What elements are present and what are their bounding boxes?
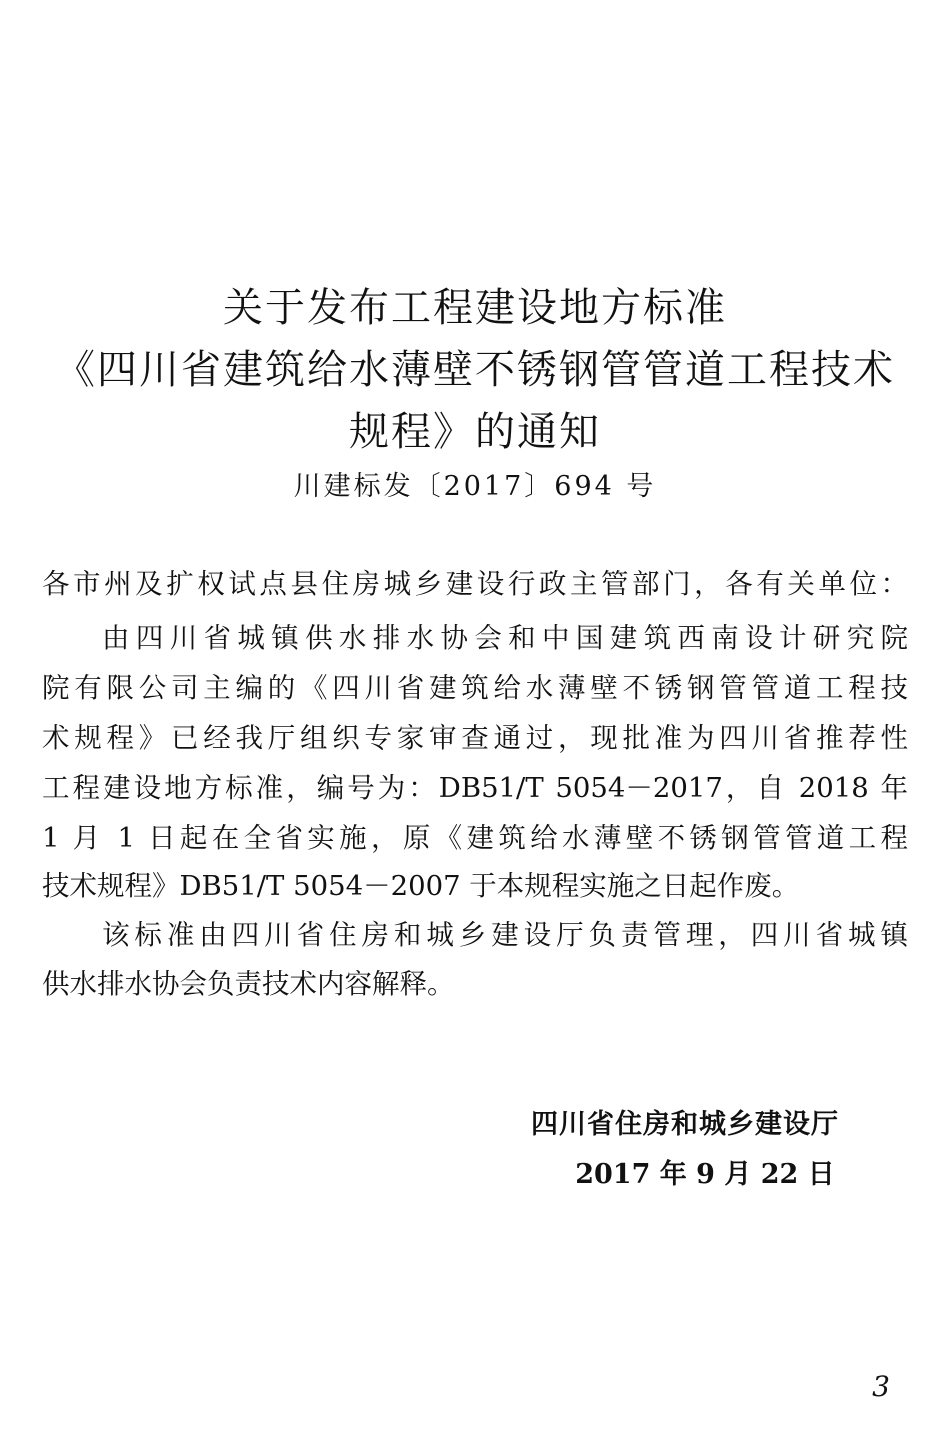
- salutation: 各市州及扩权试点县住房城乡建设行政主管部门，各有关单位：: [42, 568, 908, 600]
- paragraph-1-line: 由四川省城镇供水排水协会和中国建筑西南设计研究院: [102, 622, 908, 654]
- notice-title-line-2: 《四川省建筑给水薄壁不锈钢管管道工程技术: [55, 347, 895, 393]
- notice-title-line-1: 关于发布工程建设地方标准: [223, 285, 727, 331]
- issuer-signature: 四川省住房和城乡建设厅: [531, 1109, 839, 1140]
- paragraph-1-line: 1 月 1 日起在全省实施，原《建筑给水薄壁不锈钢管管道工程: [42, 822, 908, 854]
- paragraph-1-line: 院有限公司主编的《四川省建筑给水薄壁不锈钢管管道工程技: [42, 672, 908, 704]
- page-number: 3: [872, 1370, 890, 1403]
- document-number: 川建标发〔2017〕694 号: [293, 471, 657, 502]
- paragraph-1-line: 术规程》已经我厅组织专家审查通过，现批准为四川省推荐性: [42, 722, 908, 754]
- paragraph-2-line: 该标准由四川省住房和城乡建设厅负责管理，四川省城镇: [102, 919, 908, 951]
- issue-date: 2017 年 9 月 22 日: [575, 1159, 835, 1190]
- notice-title-line-3: 规程》的通知: [349, 409, 601, 455]
- paragraph-1-line: 技术规程》DB51/T 5054－2007 于本规程实施之日起作废。: [42, 870, 800, 902]
- paragraph-2-line: 供水排水协会负责技术内容解释。: [42, 968, 455, 1000]
- paragraph-1-line: 工程建设地方标准，编号为：DB51/T 5054－2017，自 2018 年: [42, 772, 908, 804]
